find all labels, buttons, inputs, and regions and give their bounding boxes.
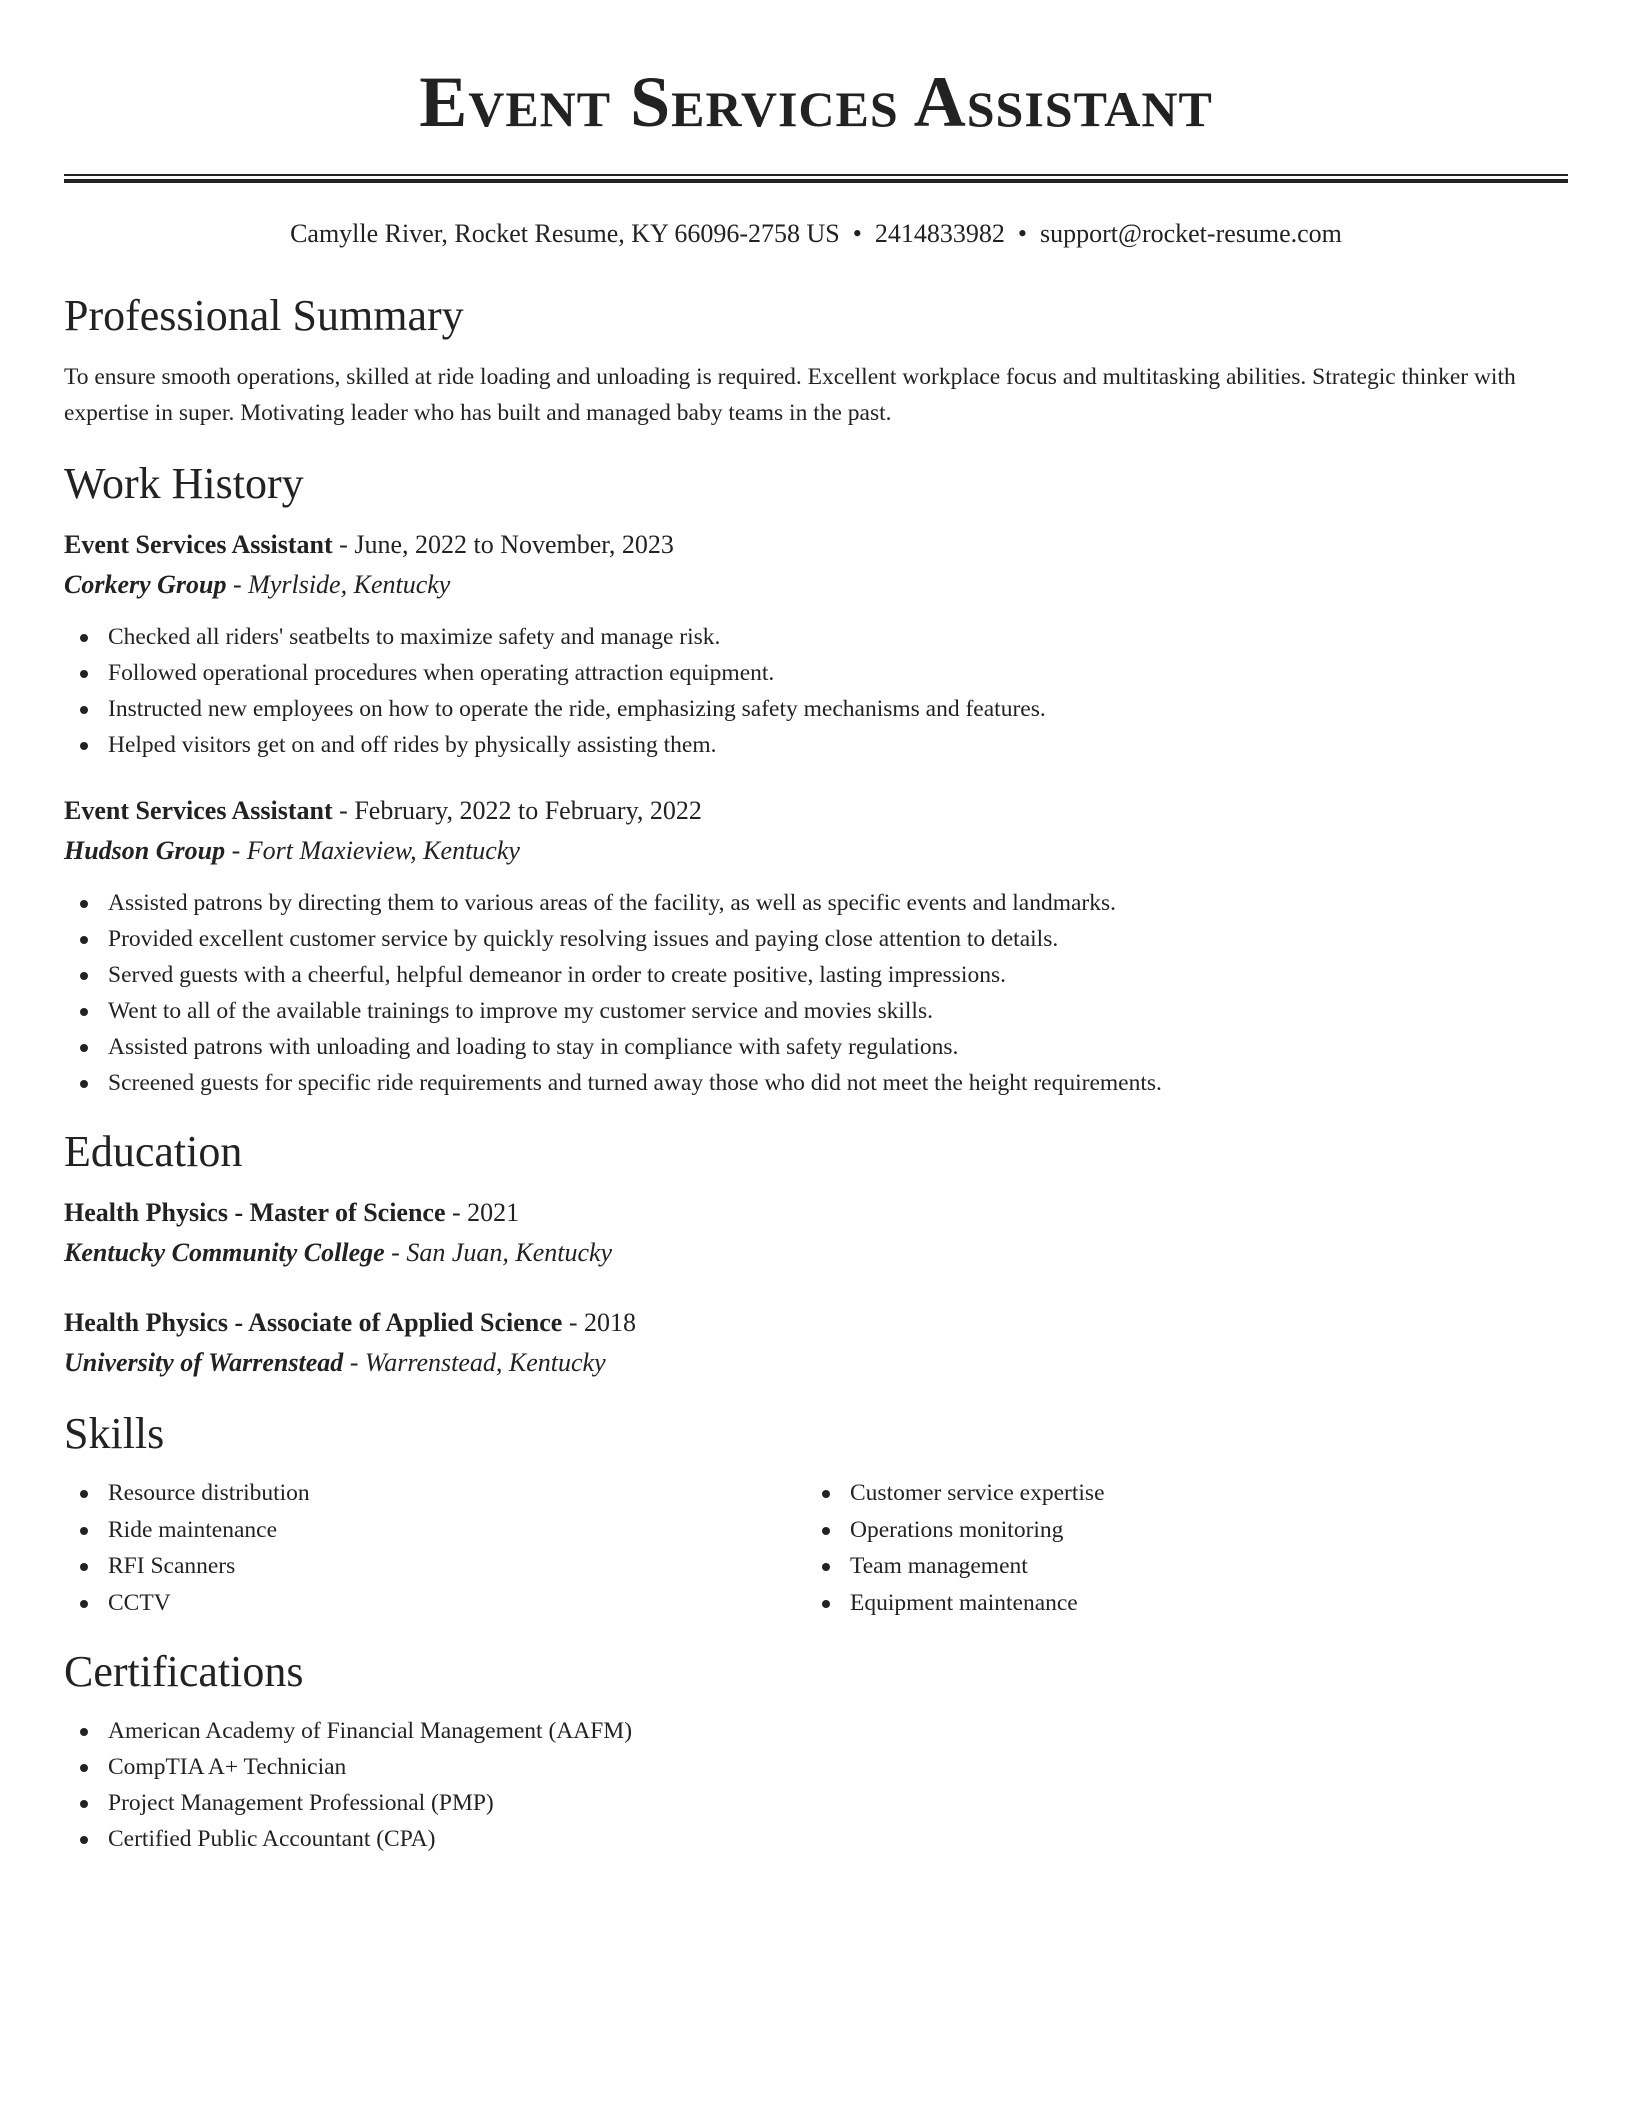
list-item: Resource distribution <box>64 1475 806 1512</box>
list-item: CompTIA A+ Technician <box>64 1749 1568 1785</box>
skills-list <box>806 1475 1548 1621</box>
skills-column-left <box>64 1475 806 1621</box>
list-item: Went to all of the available trainings to improve my customer service and movies skills. <box>64 993 1568 1029</box>
list-item: Screened guests for specific ride requirements and turned away those who did not meet the height requirements. <box>64 1065 1568 1101</box>
job-dates: - February, 2022 to February, 2022 <box>332 796 702 825</box>
contact-separator: • <box>1017 219 1027 248</box>
skills-list <box>64 1475 806 1621</box>
list-item: American Academy of Financial Management (AAFM) <box>64 1713 1568 1749</box>
contact-phone: 2414833982 <box>874 219 1005 248</box>
job-company-line <box>64 831 1568 871</box>
list-item: Certified Public Accountant (CPA) <box>64 1821 1568 1857</box>
list-item: Equipment maintenance <box>806 1585 1548 1622</box>
list-item: Assisted patrons by directing them to various areas of the facility, as well as specific events and landmarks. <box>64 885 1568 921</box>
education-school: University of Warrenstead <box>64 1348 344 1377</box>
list-item: Served guests with a cheerful, helpful demeanor in order to create positive, lasting impressions. <box>64 957 1568 993</box>
education-degree: Health Physics - Master of Science <box>64 1198 446 1227</box>
contact-line <box>64 217 1568 251</box>
work-history-heading: Work History <box>64 459 304 508</box>
education-degree-line <box>64 1303 1568 1343</box>
list-item: Helped visitors get on and off rides by physically assisting them. <box>64 727 1568 763</box>
job-bullets <box>64 619 1568 763</box>
job-bullets <box>64 885 1568 1101</box>
education-heading: Education <box>64 1127 243 1176</box>
job-location: - Myrlside, Kentucky <box>226 570 451 599</box>
list-item: RFI Scanners <box>64 1548 806 1585</box>
certifications-heading: Certifications <box>64 1647 304 1696</box>
job-title-line <box>64 525 1568 565</box>
contact-separator: • <box>852 219 862 248</box>
job-company: Hudson Group <box>64 836 226 865</box>
title-divider <box>64 174 1568 183</box>
skills-heading: Skills <box>64 1409 165 1458</box>
job-company-line <box>64 565 1568 605</box>
education-school-line <box>64 1343 1568 1383</box>
job-title: Event Services Assistant <box>64 796 333 825</box>
job-location: - Fort Maxieview, Kentucky <box>225 836 520 865</box>
education-entry <box>64 1303 1568 1383</box>
education-school: Kentucky Community College <box>64 1238 385 1267</box>
job-title: Event Services Assistant <box>64 530 333 559</box>
skills-column-right <box>806 1475 1548 1621</box>
job-entry <box>64 525 1568 763</box>
list-item: Operations monitoring <box>806 1512 1548 1549</box>
education-year: - 2018 <box>562 1308 636 1337</box>
list-item: Team management <box>806 1548 1548 1585</box>
list-item: Project Management Professional (PMP) <box>64 1785 1568 1821</box>
list-item: Provided excellent customer service by quickly resolving issues and paying close attention to details. <box>64 921 1568 957</box>
certifications-list <box>64 1713 1568 1857</box>
resume-title: Event Services Assistant <box>419 62 1213 142</box>
skills-grid <box>64 1475 1568 1621</box>
contact-email: support@rocket-resume.com <box>1040 219 1342 248</box>
list-item: CCTV <box>64 1585 806 1622</box>
list-item: Assisted patrons with unloading and loading to stay in compliance with safety regulations. <box>64 1029 1568 1065</box>
summary-heading: Professional Summary <box>64 291 464 340</box>
job-title-line <box>64 791 1568 831</box>
education-location: - San Juan, Kentucky <box>384 1238 613 1267</box>
job-dates: - June, 2022 to November, 2023 <box>332 530 674 559</box>
contact-address: Camylle River, Rocket Resume, KY 66096-2758 US <box>290 219 840 248</box>
job-entry <box>64 791 1568 1101</box>
education-school-line <box>64 1233 1568 1273</box>
education-entry <box>64 1193 1568 1273</box>
education-degree: Health Physics - Associate of Applied Science <box>64 1308 563 1337</box>
list-item: Customer service expertise <box>806 1475 1548 1512</box>
list-item: Instructed new employees on how to operate the ride, emphasizing safety mechanisms and features. <box>64 691 1568 727</box>
list-item: Checked all riders' seatbelts to maximize safety and manage risk. <box>64 619 1568 655</box>
education-year: - 2021 <box>445 1198 520 1227</box>
education-location: - Warrenstead, Kentucky <box>343 1348 606 1377</box>
education-degree-line <box>64 1193 1568 1233</box>
list-item: Followed operational procedures when operating attraction equipment. <box>64 655 1568 691</box>
list-item: Ride maintenance <box>64 1512 806 1549</box>
summary-text: To ensure smooth operations, skilled at ride loading and unloading is required. Excellent workplace focus and multitasking abilities. Strategic thinker with expertise in super. Motivating leader who has built and managed baby teams in the past. <box>64 364 1516 426</box>
job-company: Corkery Group <box>64 570 227 599</box>
